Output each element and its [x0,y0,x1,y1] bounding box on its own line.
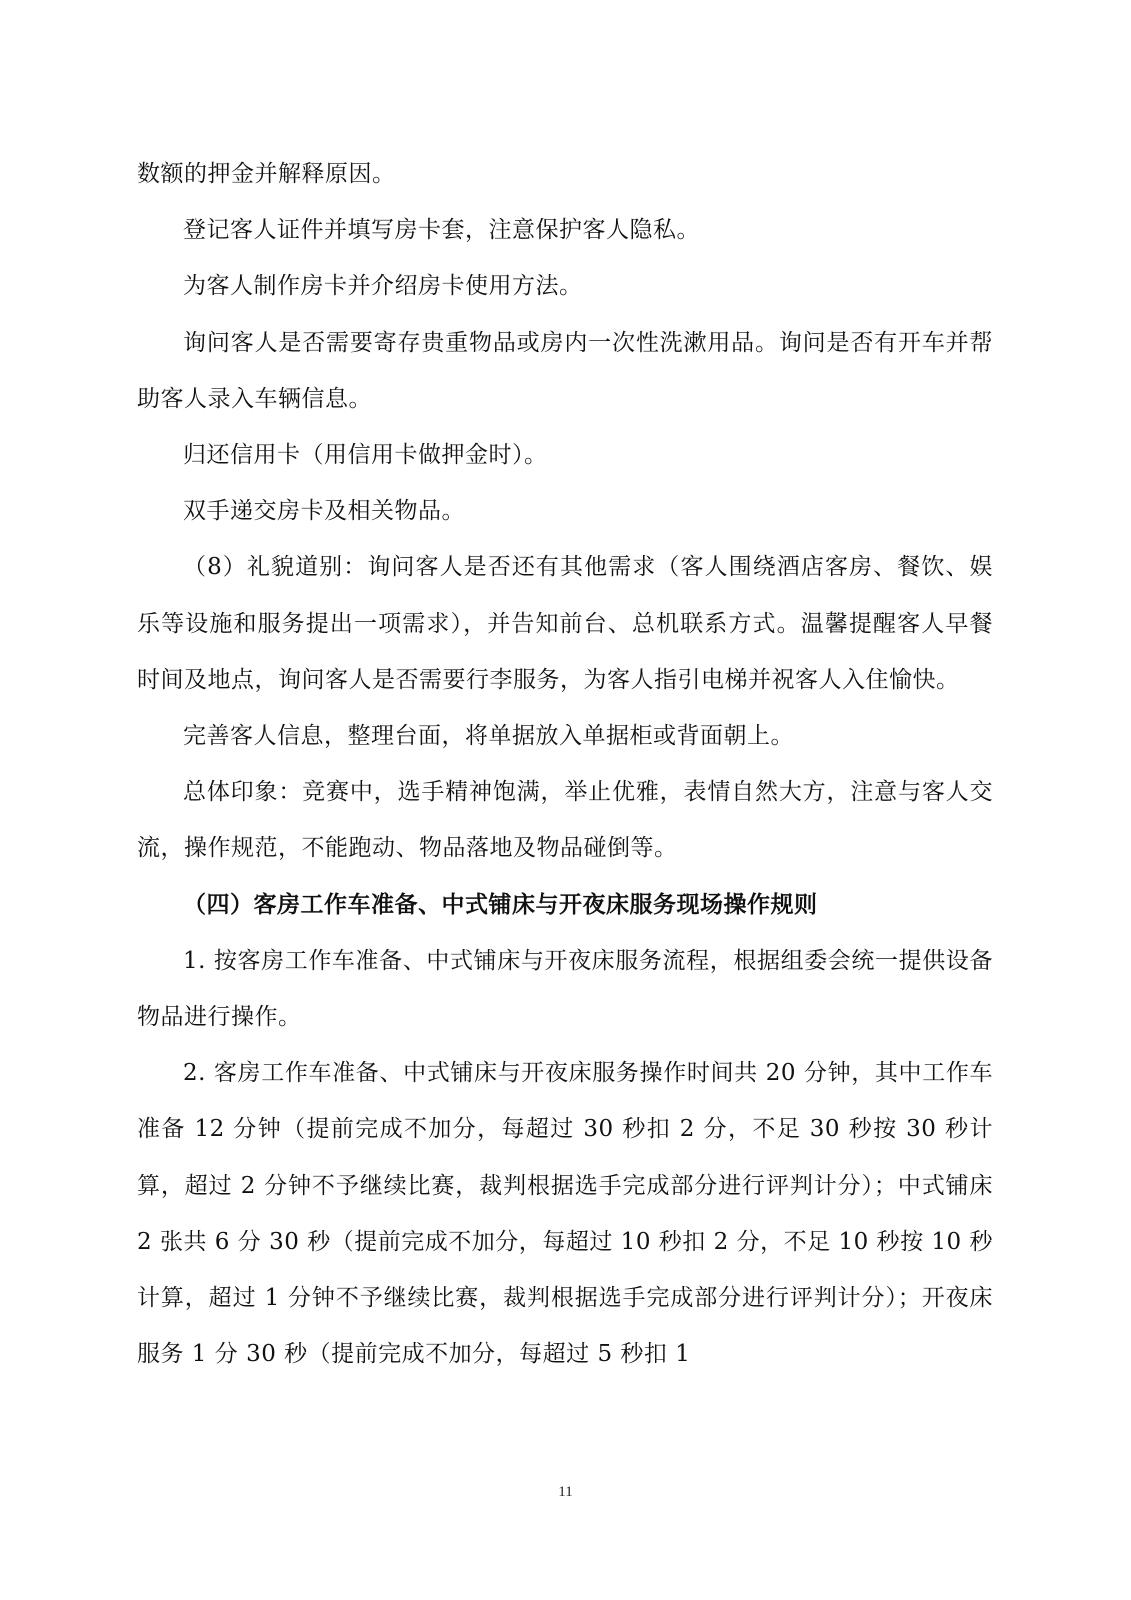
paragraph-complete-info: 完善客人信息，整理台面，将单据放入单据柜或背面朝上。 [183,723,794,750]
paragraph-return-credit-card: 归还信用卡（用信用卡做押金时）。 [183,442,548,469]
section-heading: （四）客房工作车准备、中式铺床与开夜床服务现场操作规则 [183,891,818,918]
paragraph-polite-farewell: （8）礼貌道别：询问客人是否还有其他需求（客人围绕酒店客房、餐饮、娱乐等设施和服务提出一项需求），并告知前台、总机联系方式。温馨提醒客人早餐时间及地点，询问客人是否需要行李服务，为客人指引电梯并祝客人入住愉快。 [137,554,993,693]
paragraph-ask-valuables: 询问客人是否需要寄存贵重物品或房内一次性洗漱用品。询问是否有开车并帮助客人录入车辆信息。 [137,329,993,412]
paragraph-register-id: 登记客人证件并填写房卡套，注意保护客人隐私。 [183,217,700,244]
paragraph-rule-2: 2. 客房工作车准备、中式铺床与开夜床服务操作时间共 20 分钟，其中工作车准备 12 分钟（提前完成不加分，每超过 30 秒扣 2 分，不足 30 秒按 30 秒计算，超过 2 分钟不予继续比赛，裁判根据选手完成部分进行评判计分）；中式铺床 2 张共 6 分 30 秒（提前完成不加分，每超过 10 秒扣 2 分，不足 10 秒按 10 秒计算，超过 1 分钟不予继续比赛，裁判根据选手完成部分进行评判计分）；开夜床服务 1 分 30 秒（提前完成不加分，每超过 5 秒扣 1 [137,1060,993,1368]
paragraph-hand-over-card: 双手递交房卡及相关物品。 [183,498,465,525]
paragraph-overall-impression: 总体印象：竞赛中，选手精神饱满，举止优雅，表情自然大方，注意与客人交流，操作规范，不能跑动、物品落地及物品碰倒等。 [137,779,993,862]
paragraph-make-room-card: 为客人制作房卡并介绍房卡使用方法。 [183,273,583,300]
document-body [137,146,993,1382]
paragraph-rule-1: 1. 按客房工作车准备、中式铺床与开夜床服务流程，根据组委会统一提供设备物品进行操作。 [137,947,993,1031]
page-number: 11 [558,1484,573,1500]
paragraph-deposit-continuation: 数额的押金并解释原因。 [137,161,396,187]
